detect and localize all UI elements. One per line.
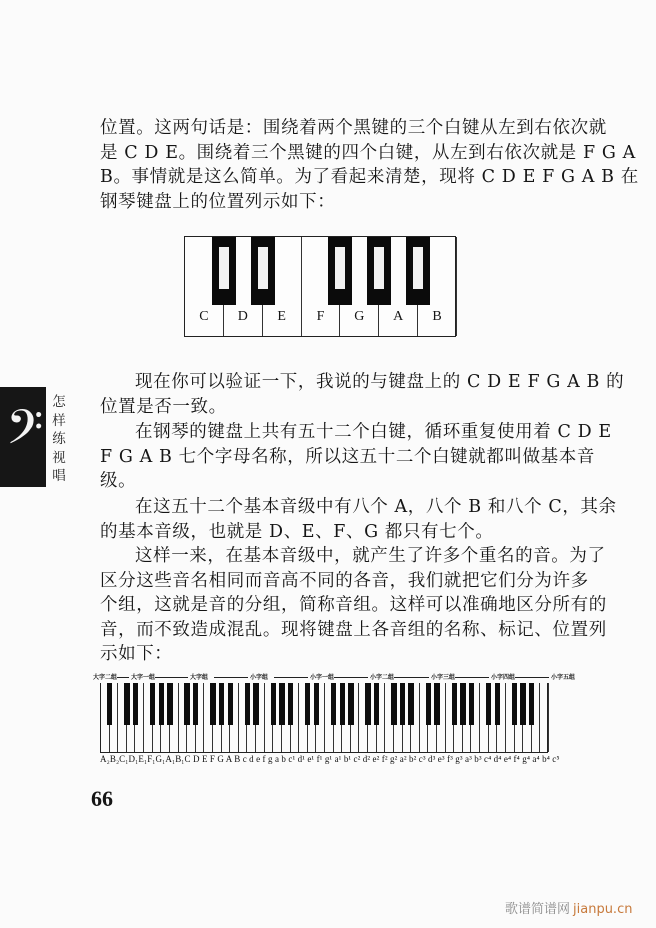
paragraph-3 <box>100 420 612 494</box>
octave-group-divider <box>155 677 188 678</box>
paragraph-4 <box>100 495 617 544</box>
black-key <box>184 683 189 725</box>
note-name-labels: A₂B₂C₁D₁E₁F₁G₁A₁B₁C D E F G A B c d e f g a b c¹ d¹ e¹ f¹ g¹ a¹ b¹ c² d² e² f² g² a² b² c³ d³ e³ f³ g³ a³ b³ c⁴ d⁴ e⁴ f⁴ g⁴ a⁴ b⁴ c⁵ <box>100 754 560 764</box>
octave-group-label: 大字二组 <box>93 674 118 681</box>
black-key-highlight <box>335 247 345 289</box>
black-key <box>391 683 396 725</box>
paragraph-1 <box>100 116 639 214</box>
black-key <box>279 683 284 725</box>
octave-group-label: 大字组 <box>190 674 209 681</box>
chapter-title-char: 怎 <box>52 394 66 410</box>
black-key <box>426 683 431 725</box>
octave-group-divider <box>394 677 429 678</box>
black-key <box>253 683 258 725</box>
chapter-tab <box>0 387 46 487</box>
black-key <box>469 683 474 725</box>
black-key <box>340 683 345 725</box>
black-key <box>288 683 293 725</box>
black-key <box>328 237 352 305</box>
text-line: 区分这些音名相同而音高不同的各音，我们就把它们分为许多 <box>100 570 589 591</box>
black-key <box>365 683 370 725</box>
black-key <box>159 683 164 725</box>
black-key <box>124 683 129 725</box>
chapter-title-char: 唱 <box>52 468 66 484</box>
text-line: 这样一来，在基本音级中，就产生了许多个重名的音。为了 <box>135 546 606 566</box>
black-key-highlight <box>258 247 268 289</box>
key-label: F <box>316 309 325 324</box>
bass-clef-icon: 𝄢 <box>6 399 44 467</box>
black-key <box>251 237 275 305</box>
octave-group-label: 大字一组 <box>131 674 156 681</box>
black-key <box>512 683 517 725</box>
key-label: B <box>432 309 442 324</box>
black-key <box>520 683 525 725</box>
chapter-title-char: 样 <box>52 412 66 429</box>
black-key <box>212 237 236 305</box>
octave-group-label: 小字四组 <box>491 674 516 681</box>
text-line: B。事情就是这么简单。为了看起来清楚，现将 C D E F G A B 在 <box>100 167 639 187</box>
chapter-title-char: 视 <box>52 449 66 466</box>
full-piano-keyboard-diagram <box>100 683 548 753</box>
black-key <box>408 683 413 725</box>
chapter-title <box>50 393 68 486</box>
text-line: 音，而不致造成混乱。现将键盘上各音组的名称、标记、位置列 <box>100 619 607 640</box>
black-key <box>271 683 276 725</box>
text-line: 位置是否一致。 <box>100 396 227 417</box>
black-key <box>452 683 457 725</box>
black-key <box>245 683 250 725</box>
octave-group-label: 小字二组 <box>370 674 395 681</box>
text-line: 的基本音级，也就是 D、E、F、G 都只有七个。 <box>100 521 494 542</box>
black-key <box>133 683 138 725</box>
text-line: 在钢琴的键盘上共有五十二个白键，循环重复使用着 C D E <box>135 422 612 442</box>
watermark-site-name: 歌谱简谱网 <box>505 902 571 917</box>
chapter-title-char: 练 <box>52 431 66 447</box>
black-key <box>314 683 319 725</box>
paragraph-5 <box>100 544 607 667</box>
key-label: G <box>354 309 365 324</box>
watermark-url: jianpu.cn <box>573 902 633 917</box>
black-key <box>367 237 391 305</box>
black-key <box>348 683 353 725</box>
octave-group-label: 小字组 <box>250 674 269 681</box>
black-key <box>305 683 310 725</box>
text-line: 个组，这就是音的分组，简称音组。这样可以准确地区分所有的 <box>100 595 607 615</box>
octave-group-divider <box>214 677 248 678</box>
black-key <box>434 683 439 725</box>
octave-group-divider <box>455 677 489 678</box>
text-line: F G A B 七个字母名称，所以这五十二个白键就都叫做基本音 <box>100 446 595 467</box>
text-line: 现在你可以验证一下，我说的与键盘上的 C D E F G A B 的 <box>135 372 625 392</box>
black-key <box>374 683 379 725</box>
text-line: 在这五十二个基本音级中有八个 A，八个 B 和八个 C，其余 <box>135 497 617 517</box>
text-line: 级。 <box>100 471 137 491</box>
text-line: 位置。这两句话是：围绕着两个黑键的三个白键从左到右依次就 <box>100 118 607 138</box>
octave-group-divider <box>515 677 549 678</box>
black-key <box>486 683 491 725</box>
black-key <box>193 683 198 725</box>
page-number: 66 <box>91 786 113 811</box>
black-key <box>167 683 172 725</box>
black-key <box>529 683 534 725</box>
white-key <box>540 683 549 752</box>
watermark <box>505 898 632 917</box>
text-line: 钢琴键盘上的位置列示如下： <box>100 191 336 212</box>
black-key <box>150 683 155 725</box>
octave-group-divider <box>334 677 368 678</box>
black-key-highlight <box>413 247 423 289</box>
black-key <box>107 683 112 725</box>
keyboard-diagram-cdefgab <box>184 236 456 337</box>
black-key <box>460 683 465 725</box>
key-label: D <box>237 309 248 324</box>
octave-group-label: 小字五组 <box>551 674 576 681</box>
black-key-highlight <box>374 247 384 289</box>
text-line: 示如下： <box>100 644 173 664</box>
key-label: E <box>277 309 286 324</box>
octave-group-label: 小字三组 <box>431 674 456 681</box>
paragraph-2 <box>100 370 625 419</box>
octave-group-divider <box>274 677 308 678</box>
octave-group-divider <box>117 677 129 678</box>
black-key <box>219 683 224 725</box>
octave-group-label: 小字一组 <box>310 674 335 681</box>
black-key-highlight <box>219 247 229 289</box>
black-key <box>495 683 500 725</box>
text-line: 是 C D E。围绕着三个黑键的四个白键，从左到右依次就是 F G A <box>100 142 636 163</box>
key-label: A <box>393 309 404 324</box>
black-key <box>400 683 405 725</box>
black-key <box>406 237 430 305</box>
key-label: C <box>199 309 209 324</box>
black-key <box>228 683 233 725</box>
black-key <box>331 683 336 725</box>
black-key <box>210 683 215 725</box>
